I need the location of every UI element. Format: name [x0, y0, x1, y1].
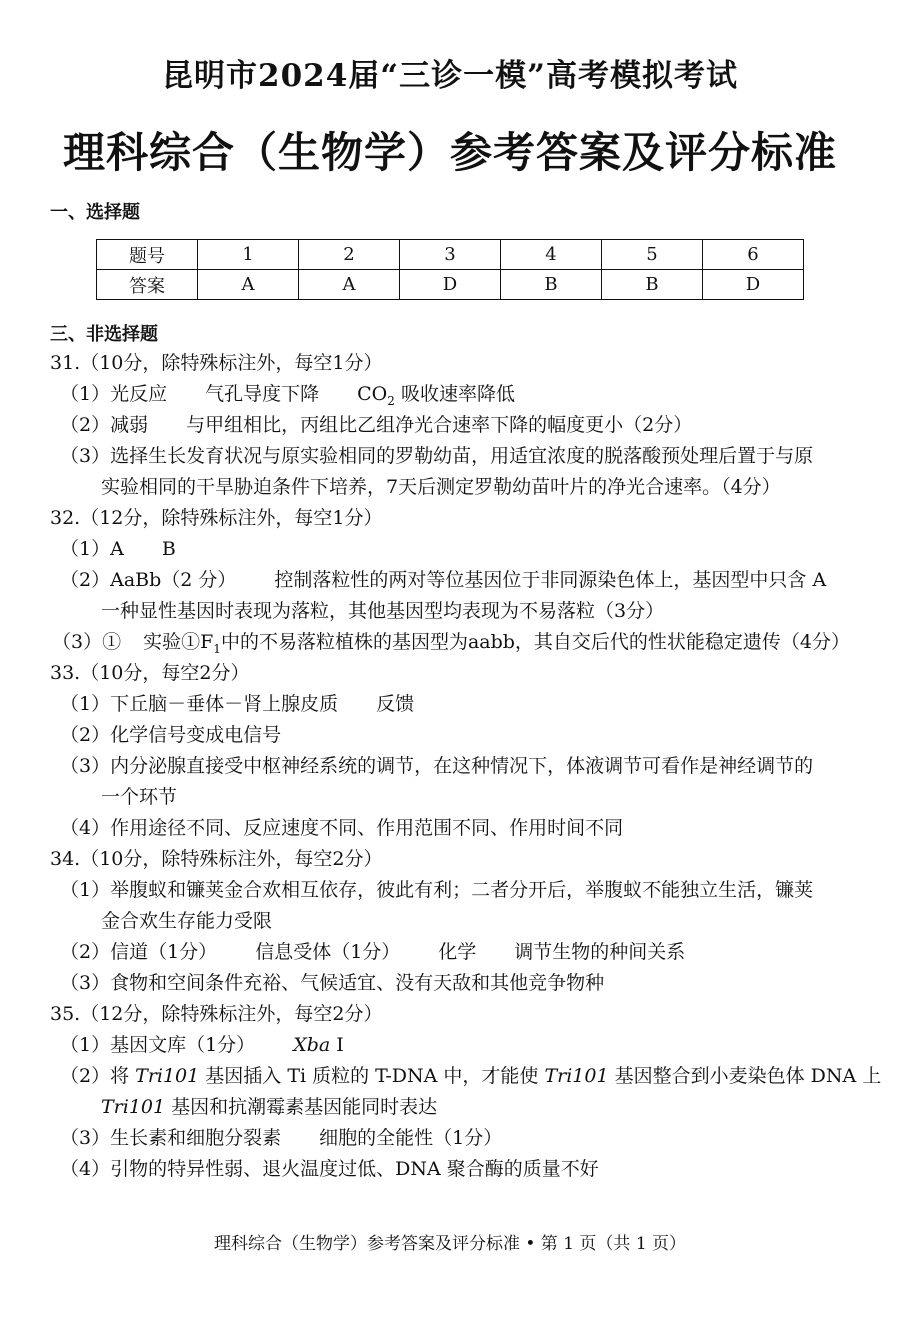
q31-part1: （1）光反应 气孔导度下降 $CO_2$ 吸收速率降低	[60, 383, 515, 408]
question-34-heading: 34.（10分，除特殊标注外，每空2分）	[50, 848, 383, 870]
table-cell: 4	[501, 240, 602, 270]
table-cell: 6	[703, 240, 804, 270]
document-title: 理科综合（生物学）参考答案及评分标准	[62, 128, 837, 177]
answer-lines	[0, 348, 900, 1185]
q33-part3: （3）内分泌腺直接受中枢神经系统的调节，在这种情况下，体液调节可看作是神经调节的	[60, 755, 814, 777]
q31-part3: （3）选择生长发育状况与原实验相同的罗勒幼苗，用适宜浓度的脱落酸预处理后置于与原	[60, 445, 814, 467]
table-row	[97, 240, 804, 270]
q32-part1: （1）A B	[60, 538, 176, 560]
question-31-heading: 31.（10分，除特殊标注外，每空1分）	[50, 352, 383, 374]
q32-part2-cont: 一种显性基因时表现为落粒，其他基因型均表现为不易落粒（3分）	[101, 600, 665, 622]
question-32-heading: 32.（12分，除特殊标注外，每空1分）	[50, 507, 383, 529]
table-cell: B	[602, 270, 703, 300]
question-33-heading: 33.（10分，每空2分）	[50, 662, 250, 684]
table-cell: A	[198, 270, 299, 300]
q34-part3: （3）食物和空间条件充裕、气候适宜、没有天敌和其他竞争物种	[60, 972, 605, 994]
q35-part3: （3）生长素和细胞分裂素 细胞的全能性（1分）	[60, 1127, 503, 1149]
table-row	[97, 270, 804, 300]
q34-part2: （2）信道（1分） 信息受体（1分） 化学 调节生物的种间关系	[60, 941, 686, 963]
q34-part1-cont: 金合欢生存能力受限	[101, 910, 273, 932]
table-cell: B	[501, 270, 602, 300]
q32-part2: （2）AaBb（2 分） 控制落粒性的两对等位基因位于非同源染色体上，基因型中只含 A	[60, 569, 827, 591]
q33-part3-cont: 一个环节	[101, 786, 178, 808]
table-answer-label: 答案	[97, 270, 198, 300]
question-35-heading: 35.（12分，除特殊标注外，每空2分）	[50, 1003, 383, 1025]
q33-part2: （2）化学信号变成电信号	[60, 724, 282, 746]
q35-part1: （1）基因文库（1分） Xba I	[60, 1034, 344, 1056]
exam-title: 昆明市2024届“三诊一模”高考模拟考试	[162, 58, 738, 94]
q34-part1: （1）举腹蚁和镰荚金合欢相互依存，彼此有利；二者分开后，举腹蚁不能独立生活，镰荚	[60, 879, 814, 901]
table-cell: 3	[400, 240, 501, 270]
q32-part3: （3）① 实验$①F_1$中的不易落粒植株的基因型为aabb，其自交后代的性状能稳定遗传（4分）	[52, 631, 851, 656]
choice-answer-table	[96, 239, 804, 300]
table-header-label: 题号	[97, 240, 198, 270]
section-choice-heading: 一、选择题	[50, 202, 140, 223]
q31-part2: （2）减弱 与甲组相比，丙组比乙组净光合速率下降的幅度更小（2分）	[60, 414, 693, 436]
q35-part4: （4）引物的特异性弱、退火温度过低、DNA 聚合酶的质量不好	[60, 1158, 599, 1180]
section-nonchoice-heading: 三、非选择题	[50, 324, 158, 345]
q33-part1: （1）下丘脑－垂体－肾上腺皮质 反馈	[60, 693, 415, 715]
q31-part3-cont: 实验相同的干旱胁迫条件下培养，7天后测定罗勒幼苗叶片的净光合速率。（4分）	[101, 476, 781, 498]
table-cell: 2	[299, 240, 400, 270]
table-cell: D	[703, 270, 804, 300]
q35-part2-cont: Tri101 基因和抗潮霉素基因能同时表达	[101, 1096, 438, 1118]
table-cell: A	[299, 270, 400, 300]
table-cell: 1	[198, 240, 299, 270]
page-footer: 理科综合（生物学）参考答案及评分标准 • 第 1 页（共 1 页）	[213, 1234, 687, 1254]
q33-part4: （4）作用途径不同、反应速度不同、作用范围不同、作用时间不同	[60, 817, 624, 839]
table-cell: D	[400, 270, 501, 300]
q35-part2: （2）将 Tri101 基因插入 Ti 质粒的 T-DNA 中，才能使 Tri101 基因整合到小麦染色体 DNA 上	[60, 1065, 882, 1087]
table-cell: 5	[602, 240, 703, 270]
